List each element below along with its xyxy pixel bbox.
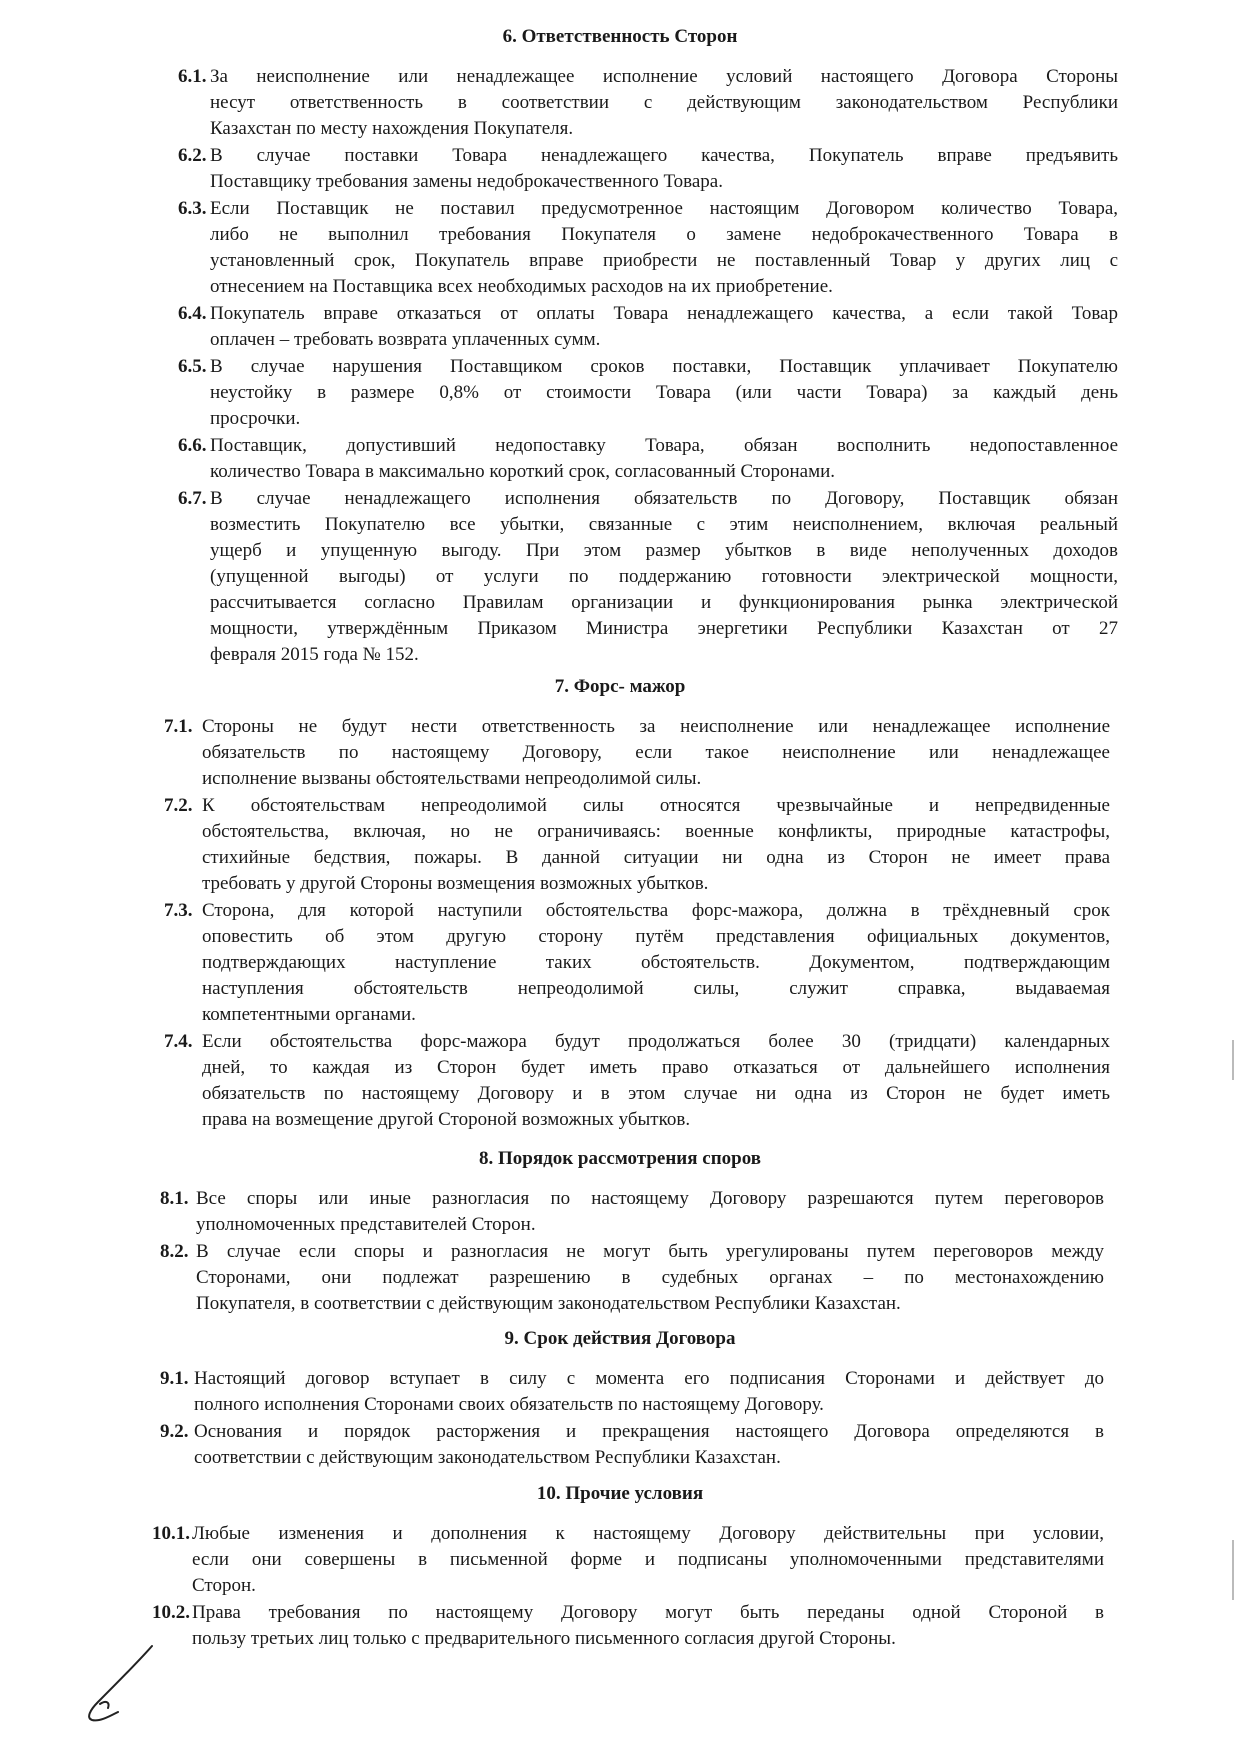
clause-text-line: уполномоченных представителей Сторон. <box>196 1214 536 1235</box>
clause-text-line: соответствии с действующим законодательством Республики Казахстан. <box>194 1447 781 1468</box>
clause-text-line: несут ответственность в соответствии с действующим законодательством Республики <box>210 92 1118 113</box>
clause-text-line: просрочки. <box>210 408 301 429</box>
section-heading: 10. Прочие условия <box>536 1483 704 1504</box>
clause-text-line: Права требования по настоящему Договору могут быть переданы одной Стороной в <box>192 1602 1104 1623</box>
clause-text-line: Поставщик, допустивший недопоставку Товара, обязан восполнить недопоставленное <box>210 435 1118 456</box>
clause-number: 6.6. <box>178 435 207 456</box>
clause-text-line: права на возмещение другой Стороной возможных убытков. <box>202 1109 691 1130</box>
clause-number: 10.1. <box>152 1523 190 1544</box>
clause <box>178 143 1118 195</box>
clause-text-line: Покупатель вправе отказаться от оплаты Товара ненадлежащего качества, а если такой Товар <box>210 303 1118 324</box>
clause-text-line: рассчитывается согласно Правилам организации и функционирования рынка электрической <box>210 592 1118 613</box>
clause-text-line: В случае ненадлежащего исполнения обязательств по Договору, Поставщик обязан <box>210 488 1118 509</box>
clause-text-line: отнесением на Поставщика всех необходимых расходов на их приобретение. <box>210 276 833 297</box>
clause <box>164 1029 1110 1133</box>
clause <box>160 1366 1104 1418</box>
clause-text-line: исполнение вызваны обстоятельствами непреодолимой силы. <box>202 768 702 789</box>
clause <box>152 1600 1104 1652</box>
clause-text-line: дней, то каждая из Сторон будет иметь право отказаться от дальнейшего исполнения <box>202 1057 1110 1078</box>
clause-text-line: Казахстан по месту нахождения Покупателя. <box>210 118 574 139</box>
clause-number: 7.3. <box>164 900 193 921</box>
clause-text-line: если они совершены в письменной форме и подписаны уполномоченными представителями <box>192 1549 1104 1570</box>
clause-text-line: (упущенной выгоды) от услуги по поддержанию готовности электрической мощности, <box>210 566 1118 587</box>
clause-text-line: Сторон. <box>192 1575 256 1596</box>
clause-text-line: Сторонами, они подлежат разрешению в судебных органах – по местонахождению <box>196 1267 1104 1288</box>
clause-number: 8.1. <box>160 1188 189 1209</box>
clause-number: 10.2. <box>152 1602 190 1623</box>
clause-text-line: подтверждающих наступление таких обстоятельств. Документом, подтверждающим <box>202 952 1110 973</box>
clause-number: 7.2. <box>164 795 193 816</box>
clause-text-line: Поставщику требования замены недоброкачественного Товара. <box>210 171 723 192</box>
section-heading: 8. Порядок рассмотрения споров <box>478 1148 762 1169</box>
clause-text-line: оплачен – требовать возврата уплаченных сумм. <box>210 329 601 350</box>
clause-text-line: возместить Покупателю все убытки, связанные с этим неисполнением, включая реальный <box>210 514 1118 535</box>
clause <box>178 301 1118 353</box>
clause-text-line: К обстоятельствам непреодолимой силы относятся чрезвычайные и непредвиденные <box>202 795 1110 816</box>
clause-number: 6.5. <box>178 356 207 377</box>
clause-text-line: Настоящий договор вступает в силу с момента его подписания Сторонами и действует до <box>194 1368 1104 1389</box>
clause <box>178 64 1118 142</box>
clause-number: 7.4. <box>164 1031 193 1052</box>
clause-text-line: Покупателя, в соответствии с действующим законодательством Республики Казахстан. <box>196 1293 901 1314</box>
clause-text-line: Если обстоятельства форс-мажора будут продолжаться более 30 (тридцати) календарных <box>202 1031 1110 1052</box>
clause-text-line: Если Поставщик не поставил предусмотренное настоящим Договором количество Товара, <box>210 198 1118 219</box>
clause <box>160 1419 1104 1471</box>
clause-text-line: обязательств по настоящему Договору и в этом случае ни одна из Сторон не будет иметь <box>202 1083 1110 1104</box>
clause-text-line: компетентными органами. <box>202 1004 416 1025</box>
signature-mark <box>80 1640 160 1730</box>
clause-number: 6.2. <box>178 145 207 166</box>
clause-text-line: Стороны не будут нести ответственность за неисполнение или ненадлежащее исполнение <box>202 716 1110 737</box>
clause <box>164 714 1110 792</box>
section-heading: 9. Срок действия Договора <box>504 1328 736 1349</box>
clause-text-line: обстоятельства, включая, но не ограничиваясь: военные конфликты, природные катастрофы, <box>202 821 1110 842</box>
section-heading: 7. Форс- мажор <box>554 676 686 697</box>
clause <box>178 433 1118 485</box>
clause-text-line: стихийные бедствия, пожары. В данной ситуации ни одна из Сторон не имеет права <box>202 847 1110 868</box>
clause <box>160 1239 1104 1317</box>
clause-text-line: установленный срок, Покупатель вправе приобрести не поставленный Товар у других лиц с <box>210 250 1118 271</box>
clause-number: 6.3. <box>178 198 207 219</box>
clause-number: 6.1. <box>178 66 207 87</box>
section-heading: 6. Ответственность Сторон <box>502 26 738 47</box>
clause-text-line: В случае нарушения Поставщиком сроков поставки, Поставщик уплачивает Покупателю <box>210 356 1118 377</box>
clause <box>178 354 1118 432</box>
clause <box>152 1521 1104 1599</box>
clause-number: 8.2. <box>160 1241 189 1262</box>
clause-text-line: ущерб и упущенную выгоду. При этом размер убытков в виде неполученных доходов <box>210 540 1118 561</box>
clause-text-line: наступления обстоятельств непреодолимой силы, служит справка, выдаваемая <box>202 978 1110 999</box>
clause-text-line: пользу третьих лиц только с предварительного письменного согласия другой Стороны. <box>192 1628 896 1649</box>
clause <box>164 793 1110 897</box>
clause-text-line: оповестить об этом другую сторону путём представления официальных документов, <box>202 926 1110 947</box>
clause-text-line: Сторона, для которой наступили обстоятельства форс-мажора, должна в трёхдневный срок <box>202 900 1110 921</box>
clause <box>178 486 1118 668</box>
clause-number: 6.4. <box>178 303 207 324</box>
clause-text-line: мощности, утверждённым Приказом Министра энергетики Республики Казахстан от 27 <box>210 618 1118 639</box>
clause-text-line: количество Товара в максимально короткий срок, согласованный Сторонами. <box>210 461 836 482</box>
clause-text-line: февраля 2015 года № 152. <box>210 644 419 665</box>
clause <box>160 1186 1104 1238</box>
clause-text-line: Любые изменения и дополнения к настоящему Договору действительны при условии, <box>192 1523 1104 1544</box>
clause-text-line: полного исполнения Сторонами своих обязательств по настоящему Договору. <box>194 1394 824 1415</box>
clause <box>164 898 1110 1028</box>
clause-text-line: обязательств по настоящему Договору, если такое неисполнение или ненадлежащее <box>202 742 1110 763</box>
scan-edge-mark <box>1232 1040 1234 1080</box>
clause-text-line: требовать у другой Стороны возмещения возможных убытков. <box>202 873 709 894</box>
clause-text-line: Все споры или иные разногласия по настоящему Договору разрешаются путем переговоров <box>196 1188 1104 1209</box>
clause-text-line: В случае если споры и разногласия не могут быть урегулированы путем переговоров между <box>196 1241 1104 1262</box>
clause-number: 9.2. <box>160 1421 189 1442</box>
clause-text-line: либо не выполнил требования Покупателя о замене недоброкачественного Товара в <box>210 224 1118 245</box>
clause-text-line: Основания и порядок расторжения и прекращения настоящего Договора определяются в <box>194 1421 1104 1442</box>
clause-number: 6.7. <box>178 488 207 509</box>
clause <box>178 196 1118 300</box>
scan-edge-mark <box>1232 1540 1234 1600</box>
clause-number: 7.1. <box>164 716 193 737</box>
clause-text-line: В случае поставки Товара ненадлежащего качества, Покупатель вправе предъявить <box>210 145 1118 166</box>
clause-number: 9.1. <box>160 1368 189 1389</box>
clause-text-line: За неисполнение или ненадлежащее исполнение условий настоящего Договора Стороны <box>210 66 1118 87</box>
clause-text-line: неустойку в размере 0,8% от стоимости Товара (или части Товара) за каждый день <box>210 382 1118 403</box>
